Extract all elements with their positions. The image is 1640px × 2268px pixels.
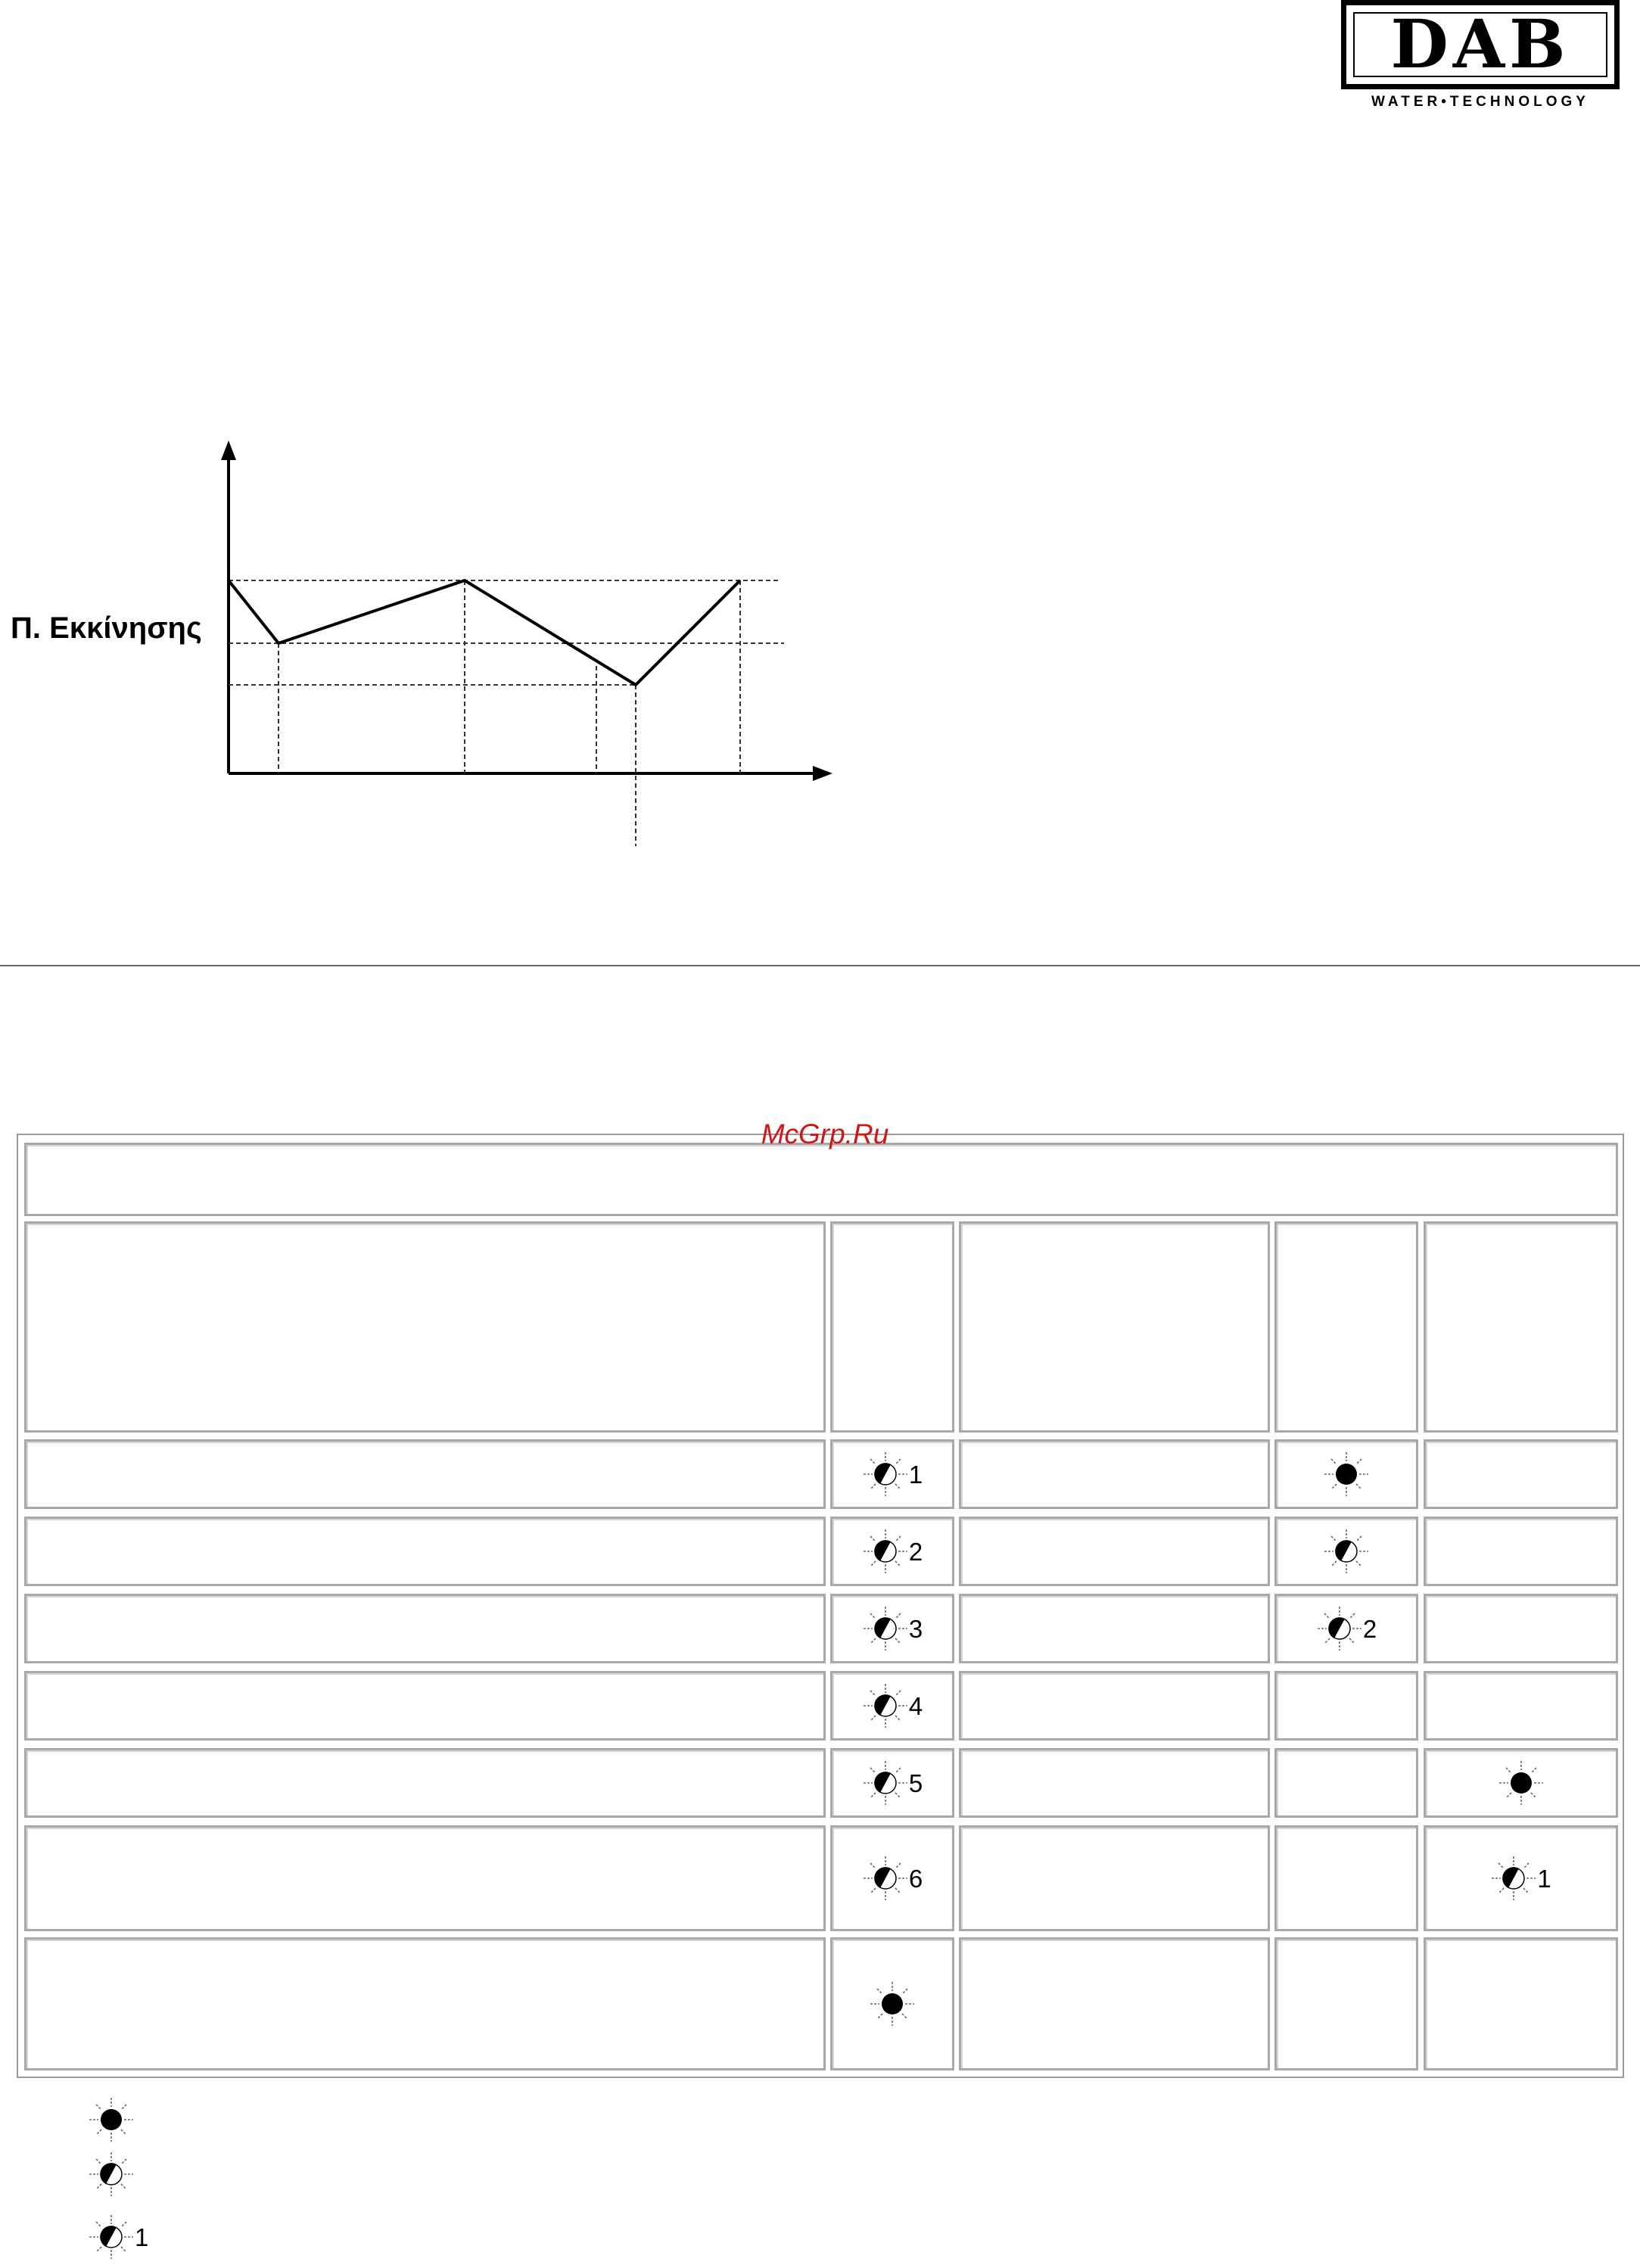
led-indicator xyxy=(862,1528,923,1575)
table-cell-row5-col3 xyxy=(959,1748,1270,1818)
led-blink-count: 2 xyxy=(1362,1614,1377,1643)
led-blinking-icon xyxy=(862,1451,909,1498)
led-indicator xyxy=(1323,1451,1370,1498)
led-blinking-icon xyxy=(862,1759,909,1806)
table-cell-row5-col5 xyxy=(1424,1748,1618,1818)
legend-item xyxy=(88,2096,135,2143)
table-cell-row3-col4 xyxy=(1274,1594,1418,1663)
table-cell-row6-col5 xyxy=(1424,1825,1618,1931)
table-cell-row4-col3 xyxy=(959,1671,1270,1741)
table-cell-row2-col4 xyxy=(1274,1517,1418,1586)
dab-logo xyxy=(1341,0,1621,121)
table-cell-row1-desc xyxy=(24,1439,826,1509)
table-cell-row3-col2 xyxy=(830,1594,954,1663)
led-blinking-icon xyxy=(862,1682,909,1729)
table-cell-row5-desc xyxy=(24,1748,826,1818)
table-cell-row6-desc xyxy=(24,1825,826,1931)
led-blinking-icon xyxy=(862,1528,909,1575)
table-cell-row2-col5 xyxy=(1424,1517,1618,1586)
led-indicator xyxy=(1490,1855,1551,1902)
led-blinking-icon xyxy=(88,2151,135,2198)
table-cell-row1-col5 xyxy=(1424,1439,1618,1509)
led-indicator xyxy=(862,1759,923,1806)
table-cell-row5-col4 xyxy=(1274,1748,1418,1818)
table-cell-row6-col2 xyxy=(830,1825,954,1931)
led-blinking-icon xyxy=(1323,1528,1370,1575)
led-blink-count: 5 xyxy=(908,1769,923,1797)
table-cell-row2-col2 xyxy=(830,1517,954,1586)
led-indicator xyxy=(1498,1759,1545,1806)
table-cell-row4-col5 xyxy=(1424,1671,1618,1741)
led-blinking-icon xyxy=(862,1605,909,1652)
led-on-icon xyxy=(1498,1759,1545,1806)
table-cell-row1-col4 xyxy=(1274,1439,1418,1509)
x-axis-arrow xyxy=(813,766,832,781)
table-cell-row4-col2 xyxy=(830,1671,954,1741)
table-cell-row4-col4 xyxy=(1274,1671,1418,1741)
led-blinking-icon xyxy=(862,1855,909,1902)
pressure-curve xyxy=(229,580,740,685)
header-col4-cell xyxy=(1274,1221,1418,1433)
table-cell-row3-col3 xyxy=(959,1594,1270,1663)
led-blinking-icon xyxy=(88,2214,135,2260)
led-blink-count: 1 xyxy=(1537,1864,1551,1893)
table-cell-row6-col4 xyxy=(1274,1825,1418,1931)
table-cell-row7-col3 xyxy=(959,1937,1270,2070)
led-blink-count: 1 xyxy=(135,2223,149,2251)
table-title-cell xyxy=(24,1143,1618,1216)
section-separator xyxy=(0,965,1640,966)
header-col5-cell xyxy=(1424,1221,1618,1433)
legend-item xyxy=(88,2214,148,2260)
table-cell-row3-desc xyxy=(24,1594,826,1663)
led-on-icon xyxy=(88,2096,135,2143)
graph-axes xyxy=(229,454,819,773)
table-cell-row2-col3 xyxy=(959,1517,1270,1586)
led-indicator xyxy=(862,1451,923,1498)
led-indicator xyxy=(1323,1528,1370,1575)
legend-item xyxy=(88,2151,135,2198)
led-indicator xyxy=(862,1682,923,1729)
start-pressure-label: Π. Εκκίνησης xyxy=(11,611,202,645)
header-col2-cell xyxy=(830,1221,954,1433)
led-blink-count: 1 xyxy=(908,1460,923,1489)
led-indicator xyxy=(862,1855,923,1902)
led-blinking-icon xyxy=(1316,1605,1363,1652)
led-indicator xyxy=(869,1980,916,2027)
pressure-graph xyxy=(0,0,848,863)
led-indicator xyxy=(862,1605,923,1652)
legend-led xyxy=(88,2096,135,2143)
led-blink-count: 6 xyxy=(908,1864,923,1893)
table-cell-row3-col5 xyxy=(1424,1594,1618,1663)
legend-led xyxy=(88,2151,135,2198)
table-cell-row6-col3 xyxy=(959,1825,1270,1931)
led-blink-count: 3 xyxy=(908,1614,923,1643)
table-cell-row1-col3 xyxy=(959,1439,1270,1509)
led-on-icon xyxy=(1323,1451,1370,1498)
header-col3-cell xyxy=(959,1221,1270,1433)
y-axis-arrow xyxy=(221,440,236,460)
led-blinking-icon xyxy=(1490,1855,1537,1902)
watermark-text: McGrp.Ru xyxy=(761,1118,889,1150)
table-cell-row7-desc xyxy=(24,1937,826,2070)
led-on-icon xyxy=(869,1980,916,2027)
logo-brand-text: DAB xyxy=(1390,5,1570,83)
legend-led xyxy=(88,2214,148,2260)
table-cell-row4-desc xyxy=(24,1671,826,1741)
table-cell-row7-col4 xyxy=(1274,1937,1418,2070)
table-cell-row7-col5 xyxy=(1424,1937,1618,2070)
table-cell-row1-col2 xyxy=(830,1439,954,1509)
led-blink-count: 2 xyxy=(908,1537,923,1566)
led-blink-count: 4 xyxy=(908,1691,923,1720)
table-cell-row2-desc xyxy=(24,1517,826,1586)
table-cell-row5-col2 xyxy=(830,1748,954,1818)
logo-tagline: WATER•TECHNOLOGY xyxy=(1371,94,1589,110)
table-cell-row7-col2 xyxy=(830,1937,954,2070)
header-description-cell xyxy=(24,1221,826,1433)
led-indicator xyxy=(1316,1605,1377,1652)
